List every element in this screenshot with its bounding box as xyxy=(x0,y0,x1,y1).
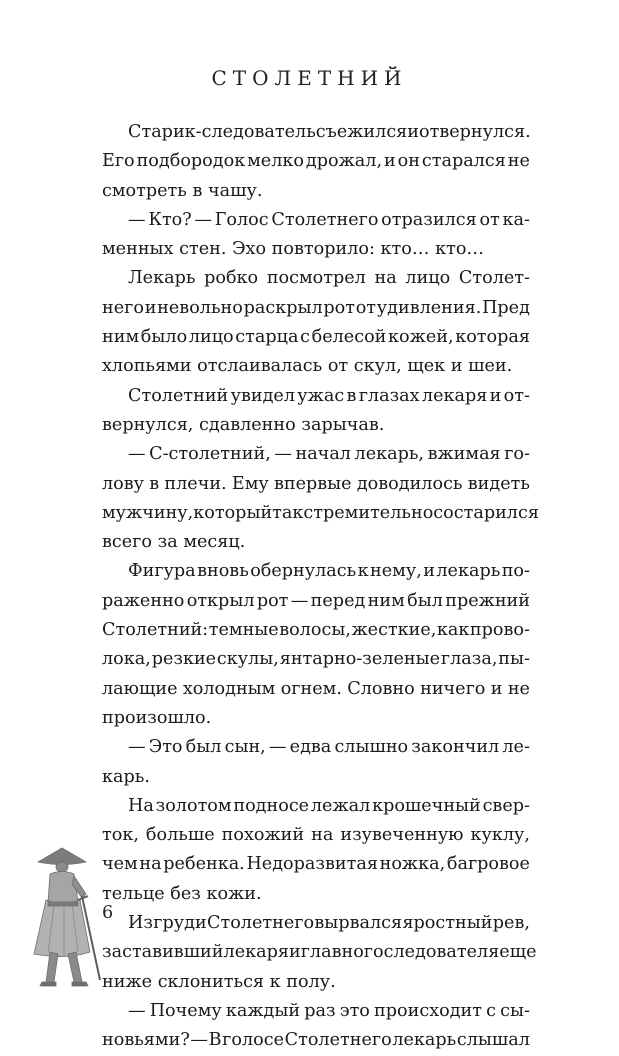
text-line: лока, резкие скулы, янтарно-зеленые глаза, пы- xyxy=(102,649,530,670)
text-line: — С-столетний, — начал лекарь, вжимая го- xyxy=(128,444,530,465)
text-line: Из груди Столетнего вырвался яростный рев, xyxy=(128,913,530,934)
text-line: Столетний: темные волосы, жесткие, как прово- xyxy=(102,620,530,641)
text-line: заставивший лекаря и главного следователя еще xyxy=(102,942,537,963)
text-line: раженно открыл рот — перед ним был прежний xyxy=(102,590,530,611)
text-line: лову в плечи. Ему впервые доводилось видеть xyxy=(102,473,530,494)
text-line: произошло. xyxy=(102,707,212,728)
text-line: всего за месяц. xyxy=(102,532,246,553)
text-line: новьями? — В голосе Столетнего лекарь слышал xyxy=(102,1030,530,1051)
page-number: 6 xyxy=(102,903,114,923)
text-line: Столетний увидел ужас в глазах лекаря и от- xyxy=(128,385,530,406)
text-line: ним было лицо старца с белесой кожей, которая xyxy=(102,327,530,348)
text-line: Старик-следователь съежился и отвернулся. xyxy=(128,122,531,142)
text-line: На золотом подносе лежал крошечный свер- xyxy=(128,795,530,816)
samurai-figure-icon xyxy=(20,840,104,990)
text-line: Его подбородок мелко дрожал, и он старался не xyxy=(102,151,530,172)
text-line: хлопьями отслаивалась от скул, щек и шеи. xyxy=(102,356,513,377)
text-line: — Кто? — Голос Столетнего отразился от ка- xyxy=(128,209,530,230)
text-line: тельце без кожи. xyxy=(102,883,262,904)
text-line: — Это был сын, — едва слышно закончил ле- xyxy=(128,737,530,758)
text-line: менных стен. Эхо повторило: кто… кто… xyxy=(102,239,485,260)
running-head-title: СТОЛЕТНИЙ xyxy=(211,66,408,90)
text-line: чем на ребенка. Недоразвитая ножка, багровое xyxy=(102,854,530,875)
text-line: вернулся, сдавленно зарычав. xyxy=(102,414,385,435)
text-line: ниже склониться к полу. xyxy=(102,971,336,992)
text-line: него и невольно раскрыл рот от удивления. Пред xyxy=(102,297,530,318)
text-line: смотреть в чашу. xyxy=(102,180,263,201)
text-line: Фигура вновь обернулась к нему, и лекарь по- xyxy=(128,561,530,582)
body-text xyxy=(102,118,539,1056)
text-line: ток, больше похожий на изувеченную куклу, xyxy=(102,825,530,846)
text-line: Лекарь робко посмотрел на лицо Столет- xyxy=(128,268,530,289)
text-line: мужчину, который так стремительно состарился xyxy=(102,502,539,523)
text-line: карь. xyxy=(102,766,150,787)
text-line: лающие холодным огнем. Словно ничего и не xyxy=(102,678,530,699)
text-line: — Почему каждый раз это происходит с сы- xyxy=(128,1000,530,1021)
